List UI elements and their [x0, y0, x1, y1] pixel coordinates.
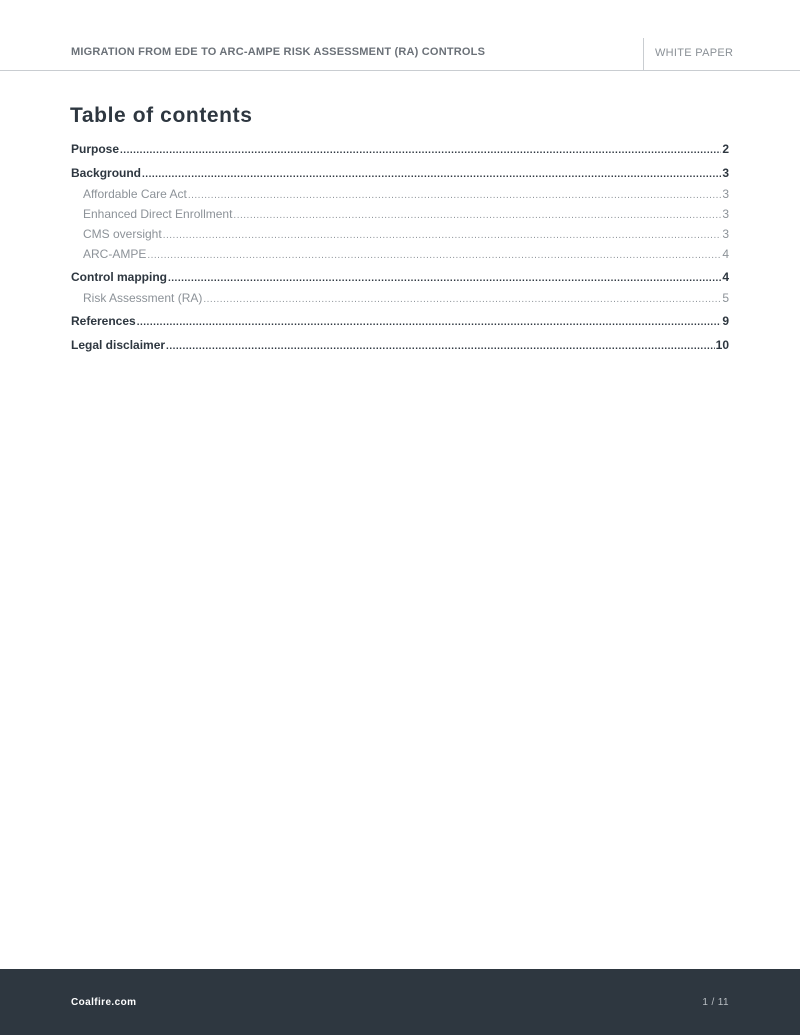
toc-entry-label: Affordable Care Act — [83, 187, 187, 201]
toc-entry-cms-oversight[interactable] — [71, 227, 729, 247]
toc-entry-enhanced-direct-enrollment[interactable] — [71, 207, 729, 227]
toc-dot-leader — [168, 273, 721, 284]
toc-page-number: 9 — [722, 314, 729, 328]
toc-dot-leader — [142, 169, 721, 180]
footer-website-link[interactable]: Coalfire.com — [71, 997, 137, 1008]
toc-entry-label: Purpose — [71, 142, 120, 156]
toc-entry-references[interactable] — [71, 311, 729, 335]
page-footer — [0, 969, 800, 1035]
toc-page-number: 4 — [722, 270, 729, 284]
header-divider — [643, 38, 644, 70]
document-type-label: WHITE PAPER — [655, 47, 734, 59]
toc-entry-risk-assessment[interactable] — [71, 291, 729, 311]
table-of-contents — [71, 139, 729, 359]
toc-entry-arc-ampe[interactable] — [71, 247, 729, 267]
toc-entry-label: Background — [71, 166, 142, 180]
toc-entry-control-mapping[interactable] — [71, 267, 729, 291]
toc-page-number: 4 — [722, 247, 729, 261]
toc-dot-leader — [203, 294, 721, 305]
toc-entry-legal-disclaimer[interactable] — [71, 335, 729, 359]
toc-entry-label: Control mapping — [71, 270, 167, 284]
toc-page-number: 3 — [722, 227, 729, 241]
toc-entry-label: ARC-AMPE — [83, 247, 147, 261]
toc-dot-leader — [120, 145, 721, 156]
toc-page-number: 3 — [722, 207, 729, 221]
page-indicator: 1 / 11 — [702, 997, 729, 1008]
toc-entry-label: CMS oversight — [83, 227, 162, 241]
toc-page-number: 3 — [722, 187, 729, 201]
toc-dot-leader — [166, 341, 715, 352]
page-header — [0, 0, 800, 71]
toc-dot-leader — [137, 317, 722, 328]
toc-entry-affordable-care-act[interactable] — [71, 187, 729, 207]
document-title: MIGRATION FROM EDE TO ARC-AMPE RISK ASSESSMENT (RA) CONTROLS — [71, 46, 486, 58]
toc-entry-label: Legal disclaimer — [71, 338, 166, 352]
toc-entry-background[interactable] — [71, 163, 729, 187]
toc-page-number: 5 — [722, 291, 729, 305]
toc-dot-leader — [147, 250, 721, 261]
toc-dot-leader — [188, 190, 721, 201]
toc-entry-label: Enhanced Direct Enrollment — [83, 207, 233, 221]
toc-heading: Table of contents — [70, 104, 253, 127]
toc-page-number: 2 — [722, 142, 729, 156]
toc-entry-purpose[interactable] — [71, 139, 729, 163]
toc-entry-label: Risk Assessment (RA) — [83, 291, 203, 305]
toc-dot-leader — [233, 210, 721, 221]
toc-page-number: 3 — [722, 166, 729, 180]
toc-dot-leader — [163, 230, 722, 241]
toc-entry-label: References — [71, 314, 136, 328]
toc-page-number: 10 — [715, 338, 729, 352]
